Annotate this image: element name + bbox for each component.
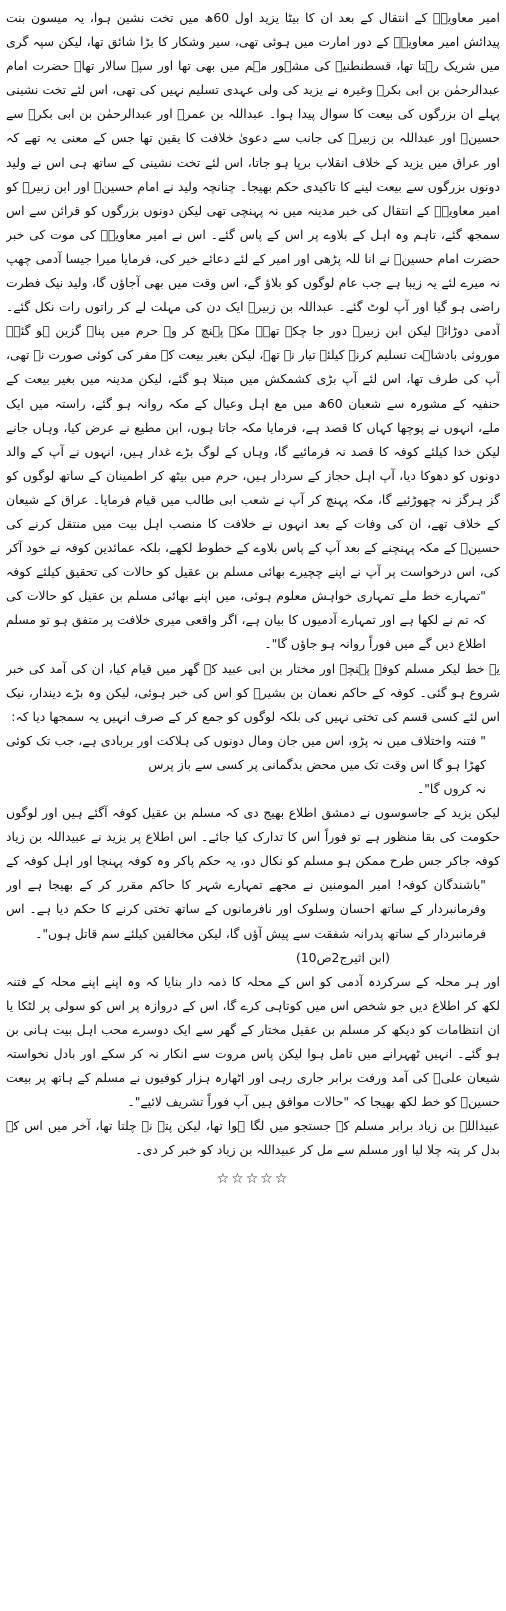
citation [6,946,500,970]
text-line: حنفیہ کے مشورہ سے شعبان 60ھ میں مع اہل وعیال کے مکہ روانہ ہو گئے، راستہ میں ایک [6,395,500,411]
text-line: کہ تم نے لکھا ہے اور تمہارے آدمیوں کا بیان ہے، اگر واقعی میری خلافت پر متفق ہو تو مسلم [6,612,486,628]
text-line: کی، اس درخواست پر آپ نے اپنے چچیرے بھائی مسلم بن عقیل کو حالات کی تحقیق کیلئے کوفہ [6,564,500,580]
text-line: حکومت کی بقا منظور ہے تو فوراً اس کا تدارک کیا جائے۔ اس اطلاع پر یزید نے عبیداللہ بن زیاد [6,829,500,845]
text-line: عبدالرحمٰن بن ابی بکرؓ وغیرہ نے یزید کی ولی عہدی تسلیم نہیں کی تھی، اس لئے تخت نشینی [6,82,500,98]
text-line: اور ہر محلہ کے سرکردہ آدمی کو اس کے محلہ کا ذمہ دار بنایا کہ وہ اپنے اپنے محلہ کے فتنہ [6,973,500,989]
paragraph [6,657,500,729]
paragraph [6,6,500,584]
text-line: گز ہرگز نہ چھوڑئیے گا، مکہ پہنچ کر آپ نے شعب ابی طالب میں قیام فرمایا۔ عراق کے شیعان [6,491,500,507]
text-line: امیر معاویہؓ کے انتقال کی خبر مدینہ میں نہ پہنچی تھی لیکن دونوں بزرگوں کو قرائن سے اس [6,202,500,218]
text-line: نہ میرے لئے یہ زیبا ہے جب عام لوگوں کو بلاؤ گے، اس وقت میں بھی آجاؤں گا، ولید نیک فطرت [6,275,500,291]
text-line: ملے، انہوں نے پوچھا کہاں کا قصد ہے، فرمایا مکہ جاتا ہوں، ابن مطیع نے عرض کیا، وہاں جانے [6,419,500,435]
quote-block [6,584,500,656]
text-line: آپ کی طرف تھا، اس لئے آپ بڑی کشمکش میں مبتلا ہو گئے، لیکن مدینہ میں بغیر بیعت کے [6,371,500,387]
text-line: امیر معاویہؓ کے انتقال کے بعد ان کا بیٹا یزید اول 60ھ میں تخت نشین ہوا، یہ میسون بنت [6,10,500,25]
text-line: بدل کر پتہ چلا لیا اور مسلم سے مل کر عبیداللہ بن زیاد کو خبر کر دی۔ [135,1142,500,1158]
quote-block [6,729,500,801]
text-line: ان انتظامات کو دیکھ کر مسلم بن عقیل مختار کے گھر سے ایک دوسرے محب اہل بیت ہانی بن [6,1021,500,1037]
text-line: وفرمانبردار کے ساتھ احسان وسلوک اور نافرمانوں کے ساتھ تختی کرنے کا حکم دیا ہے۔ اس [6,901,486,917]
text-line: حسینؓ کو خط لکھ بھیجا کہ "حالات موافق ہیں آپ فوراً تشریف لائیے"۔ [127,1094,500,1110]
text-line: ہو گئے۔ انہیں ٹھہرانے میں تامل ہوا لیکن پاس مروت سے انکار نہ کر سکے اور بادل نخواستہ [6,1046,500,1062]
text-line: عبیداللہ بن زیاد برابر مسلم کے جستجو میں لگا ہوا تھا، لیکن پتہ نہ چلتا تھا، آخر میں اس کے [6,1118,500,1134]
text-line: "باشندگان کوفہ! امیر المومنین نے مجھے تمہارے شہر کا حاکم مقرر کر کے بھیجا ہے اور [6,877,486,893]
text-line: کوفہ جاکر جس طرح ممکن ہو مسلم کو نکال دو، یہ حکم پاکر وہ کوفہ پہنچا اور اہل کوفہ کے [6,853,500,869]
paragraph [6,970,500,1163]
text-line: فرمانبردار کے ساتھ پدرانہ شفقت سے پیش آؤں گا، لیکن مخالفین کیلئے سم قاتل ہوں"۔ [35,925,486,941]
text-line: اطلاع دیں گے میں فوراً روانہ ہو جاؤں گا"۔ [264,636,486,652]
text-line: راضی ہو گیا اور آپ لوٹ گئے۔ عبداللہ بن زبیرؓ ایک دن کی مہلت لے کر راتوں رات نکل گئے۔ [6,299,500,315]
text-line: حسینؓ کے مکہ پہنچنے کے بعد آپ کے پاس بلاوے کے خطوط لکھے، بلکہ عمائدین کوفہ نے خود آکر [6,540,500,556]
text-line: دونوں کو دھوکا دیا، آپ اہل حجاز کے سردار ہیں، حرم میں بیٹھ کر اطمینان کے ساتھ لوگوں کو [6,467,500,483]
text-line: میں شریک رہتا تھا، قسطنطنیہ کی مشہور مہم میں بھی تھا اور سپہ سالار تھا۔ حضرت امام [6,58,500,74]
paragraph [6,801,500,873]
section-divider-stars: ☆☆☆☆☆ [216,1170,290,1187]
text-line: لیکن خدا کیلئے کوفہ کا قصد نہ فرمائیے گا، وہاں کے لوگ بڑے غدار ہیں، انہوں نے آپ کے والد [6,443,500,459]
text-line: " فتنہ واختلاف میں نہ پڑو، اس میں جان ومال دونوں کی ہلاکت اور بربادی ہے، جب تک کوئی [6,732,486,748]
text-line: موروثی بادشاہت تسلیم کرنے کیلئے تیار نہ تھے، لیکن بغیر بیعت کے مفر کی کوئی صورت نہ تھی، [6,347,500,363]
text-line: لیکن یزید کے جاسوسوں نے دمشق اطلاع بھیج دی کہ مسلم بن عقیل کوفہ آگئے ہیں اور لوگوں [6,805,500,821]
text-line: لکھ کر اطلاع دیں جو شخص اس میں کوتاہی کرے گا، اس کے دروازہ پر اس کو سولی پر لٹکا یا [6,997,500,1013]
text-line: حسینؓ اور عبداللہ بن زبیرؓ کی جانب سے دعویٰ خلافت کا یقین تھا جس کے معنی یہ تھے کہ [6,130,500,146]
text-line: شروع ہو گئی۔ کوفہ کے حاکم نعمان بن بشیرؓ کو اس کی خبر ہوئی، لیکن وہ بڑے دیندار، نیک [6,684,500,700]
text-line: کھڑا ہو گا اس وقت تک میں محض بدگمانی پر کسی سے باز پرس [148,756,486,772]
text-line: یہ خط لیکر مسلم کوفہ پہنچے اور مختار بن ابی عبید کے گھر میں قیام کیا، ان کی آمد کی خبر [6,660,500,676]
text-line: اس لئے کسی قسم کی تختی نہیں کی بلکہ لوگوں کو جمع کر کے صرف انہیں یہ سمجھا دیا کہ: [11,708,500,724]
text-line: پیدائش امیر معاویہؓ کے دور امارت میں ہوئی تھی، سیر وشکار کا بڑا شائق تھا، لیکن سپہ گری [6,34,500,50]
text-line: آدمی دوڑائے لیکن ابن زبیرؓ دور جا چکے تھے۔ مکہ پہنچ کر وہ حرم میں پناہ گزین ہو گئے۔ [6,323,500,339]
quote-block [6,873,500,945]
text-line: اور عراق میں یزید کے خلاف انقلاب برپا ہو جاتا، اس لئے تخت نشینی کے ساتھ ہی اس نے ولید [6,154,500,170]
text-line: سمجھ گئے، تاہم وہ اہل کے بلاوے پر اس کے پاس گئے۔ اس نے امیر معاویہؓ کی موت کی خبر [6,226,500,242]
text-line: کے خلاف تھے، ان کی وفات کے بعد انہوں نے خلافت کا منصب اہل بیت میں منتقل کرنے کی [6,515,500,531]
text-line: پہلے ان بزرگوں کی بیعت کا سوال پیدا ہوا۔ عبداللہ بن عمرؓ اور عبدالرحمٰن بن ابی بکرؓ سے [6,106,500,122]
text-line: (ابن اثیرج2ص10) [295,949,390,965]
text-line: نہ کروں گا"۔ [416,781,486,796]
text-line: حضرت امام حسینؓ نے انا للہ پڑھی اور امیر کے لئے دعائے خیر کی، فرمایا میرا جیسا آدمی چھپ [6,250,500,266]
text-line: "تمہارے خط ملے تمہاری خواہش معلوم ہوئی، میں اپنے بھائی مسلم بن عقیل کو حالات کی [6,588,486,604]
text-line: دونوں بزرگوں سے بیعت لینے کا تاکیدی حکم بھیجا۔ چنانچہ ولید نے امام حسینؓ اور ابن زبیرؓ کو [6,178,500,194]
text-line: شیعان علیؓ کی آمد ورفت برابر جاری رہی اور اٹھارہ ہزار کوفیوں نے مسلم کے ہاتھ پر بیعت [6,1070,500,1086]
